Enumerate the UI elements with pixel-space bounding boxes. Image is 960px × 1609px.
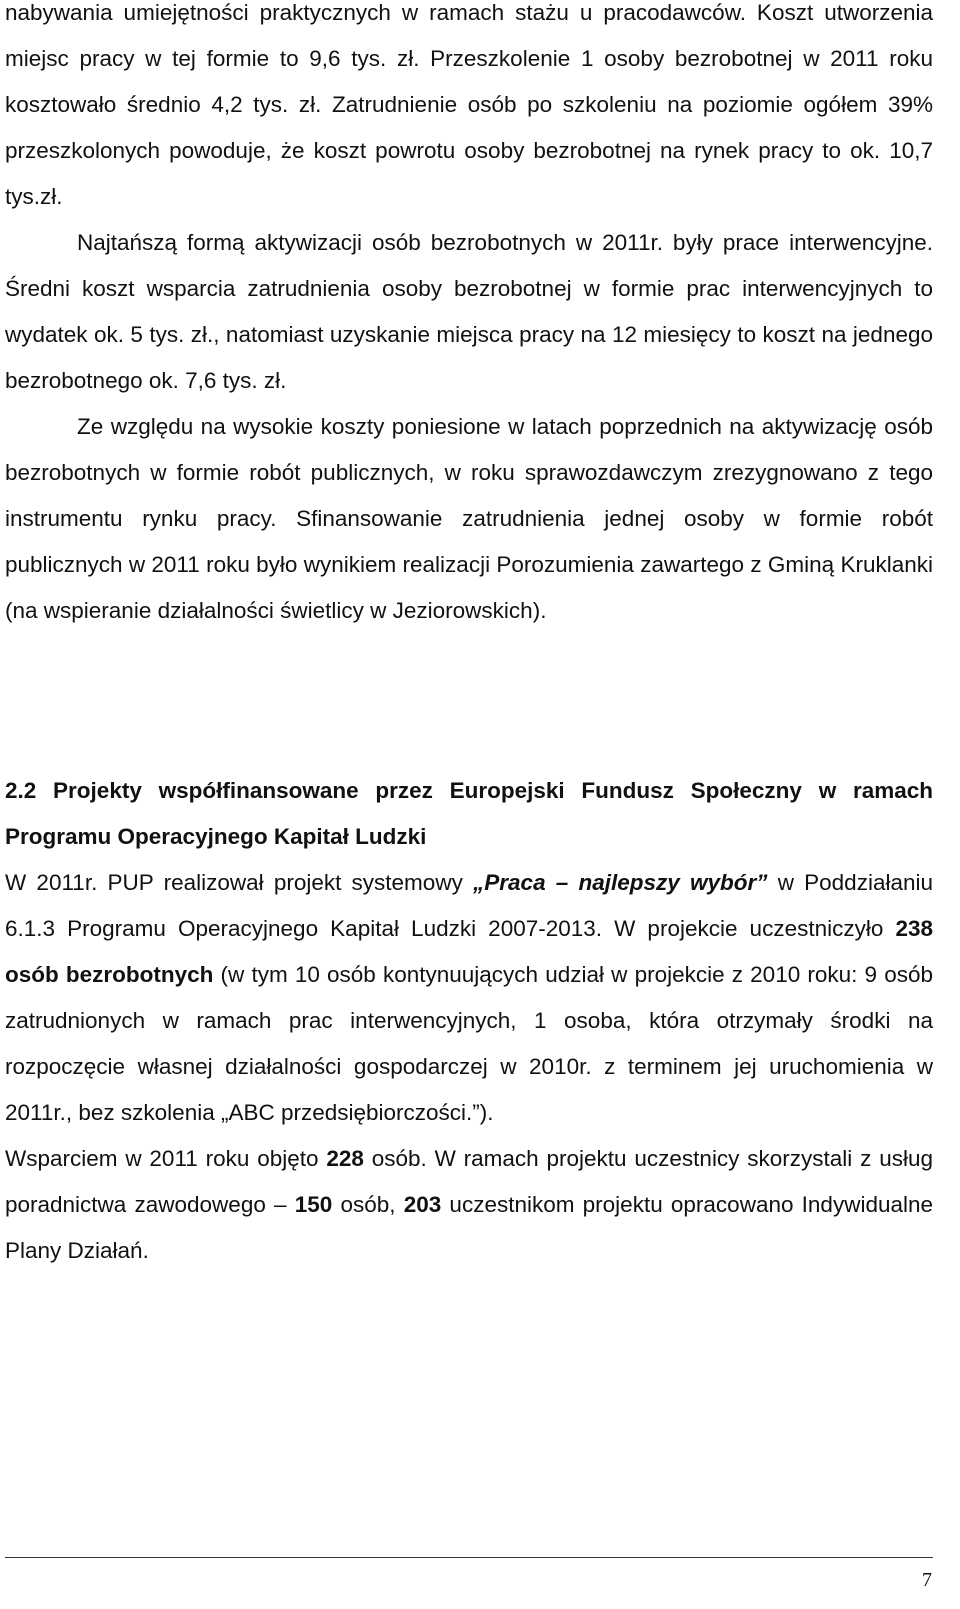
body-text-top xyxy=(5,0,933,634)
ipd-count: 203 xyxy=(403,1192,442,1217)
project-name: „Praca – najlepszy wybór” xyxy=(473,870,768,895)
text-run: uczestnikom projektu opracowano Indywidualne Plany Działań. xyxy=(5,1192,934,1263)
section-title: Projekty współfinansowane przez Europejski Fundusz Społeczny w ramach Programu Operacyjnego Kapitał Ludzki xyxy=(5,778,933,849)
paragraph-project-description xyxy=(5,860,933,1136)
paragraph-costs-training: nabywania umiejętności praktycznych w ramach stażu u pracodawców. Koszt utworzenia miejsc pracy w tej formie to 9,6 tys. zł. Przeszkolenie 1 osoby bezrobotnej w 2011 roku kosztowało średnio 4,2 tys. zł. Zatrudnienie osób po szkoleniu na poziomie ogółem 39% przeszkolonych powoduje, że koszt powrotu osoby bezrobotnej na rynek pracy to ok. 10,7 tys.zł. xyxy=(5,0,933,209)
text-run: Wsparciem w 2011 roku objęto xyxy=(5,1146,327,1171)
footer-divider xyxy=(5,1557,933,1558)
paragraph-intervention-works: Najtańszą formą aktywizacji osób bezrobotnych w 2011r. były prace interwencyjne. Średni koszt wsparcia zatrudnienia osoby bezrobotnej w formie prac interwencyjnych to wydatek ok. 5 tys. zł., natomiast uzyskanie miejsca pracy na 12 miesięcy to koszt na jednego bezrobotnego ok. 7,6 tys. zł. xyxy=(5,230,933,393)
paragraph-public-works: Ze względu na wysokie koszty poniesione w latach poprzednich na aktywizację osób bezrobotnych w formie robót publicznych, w roku sprawozdawczym zrezygnowano z tego instrumentu rynku pracy. Sfinansowanie zatrudnienia jednej osoby w formie robót publicznych w 2011 roku było wynikiem realizacji Porozumienia zawartego z Gminą Kruklanki (na wspieranie działalności świetlicy w Jeziorowskich). xyxy=(5,414,933,623)
section-number: 2.2 xyxy=(5,778,37,803)
counseling-count: 150 xyxy=(294,1192,333,1217)
text-run: (w tym 10 osób kontynuujących udział w projekcie z 2010 roku: 9 osób zatrudnionych w ramach prac interwencyjnych, 1 osoba, która otrzymały środki na rozpoczęcie własnej działalności gospodarczej w 2010r. z terminem jej uruchomienia w 2011r., bez szkolenia „ABC przedsiębiorczości.”). xyxy=(5,962,934,1125)
participants-count: 238 osób bezrobotnych xyxy=(5,916,933,987)
paragraph-project-support xyxy=(5,1136,933,1274)
body-text-section xyxy=(5,768,933,1274)
section-heading xyxy=(5,768,933,860)
text-run: W 2011r. PUP realizował projekt systemowy xyxy=(5,870,474,895)
page-number: 7 xyxy=(922,1569,932,1591)
text-run: w Poddziałaniu 6.1.3 Programu Operacyjnego Kapitał Ludzki 2007-2013. W projekcie uczestniczyło xyxy=(5,870,933,941)
supported-count: 228 xyxy=(326,1146,364,1171)
text-run: osób, xyxy=(332,1192,404,1217)
text-run: osób. W ramach projektu uczestnicy skorzystali z usług poradnictwa zawodowego – xyxy=(5,1146,933,1217)
